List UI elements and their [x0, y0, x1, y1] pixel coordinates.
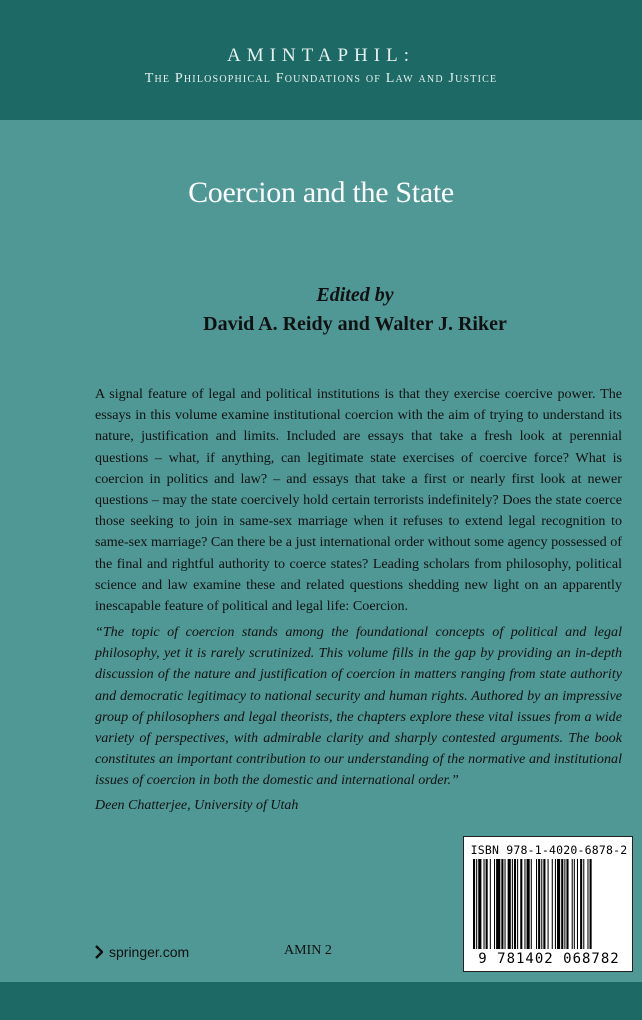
description-paragraph: A signal feature of legal and political institutions is that they exercise coercive power. The essays in this volume examine institutional coercion with the aim of trying to understand its nature, justification and limits. Included are essays that take a fresh look at perennial questions – what, if anything, can legitimate state exercises of coercive force? What is coercion in politics and law? – and essays that take a first or nearly first look at newer questions – may the state coercively hold certain terrorists indefinitely? Does the state coerce those seeking to join in same-sex marriage when it refuses to extend legal recognition to same-sex marriage? Can there be a just international order without some agency possessed of the final and rightful authority to coerce states? Leading scholars from philosophy, political science and law examine these and related questions shedding new light on an apparently inescapable feature of political and legal life: Coercion.: [95, 386, 622, 615]
edited-by-label: Edited by: [316, 284, 394, 306]
barcode-bar: [577, 859, 578, 949]
barcode-bar: [536, 859, 537, 949]
barcode-bar: [590, 859, 592, 949]
barcode-bar: [531, 859, 532, 949]
series-subtitle: The Philosophical Foundations of Law and Justice: [144, 71, 498, 86]
bottom-band: [0, 982, 642, 1020]
barcode-bar: [543, 859, 545, 949]
barcode-bar: [538, 859, 540, 949]
series-title: AMINTAPHIL:: [227, 45, 415, 66]
barcode-bar: [508, 859, 511, 949]
barcode-bar: [514, 859, 516, 949]
publisher-url: springer.com: [109, 944, 190, 960]
barcode-bar: [557, 859, 560, 949]
series-band: [0, 0, 642, 120]
barcode-bar: [484, 859, 485, 949]
publisher-link[interactable]: [95, 941, 189, 963]
barcode-bar: [548, 859, 549, 949]
isbn-barcode: [463, 836, 633, 972]
barcode-bar: [572, 859, 573, 949]
barcode-bar: [486, 859, 488, 949]
barcode-bar: [476, 859, 477, 949]
barcode-bars: [471, 859, 627, 949]
barcode-bar: [490, 859, 491, 949]
barcode-digits: 9 781402 068782: [478, 951, 620, 967]
barcode-bar: [583, 859, 584, 949]
barcode-bar: [512, 859, 513, 949]
barcode-bar: [561, 859, 563, 949]
barcode-bar: [580, 859, 582, 949]
barcode-bar: [478, 859, 481, 949]
barcode-bar: [473, 859, 475, 949]
barcode-bar: [541, 859, 542, 949]
barcode-bar: [587, 859, 588, 949]
barcode-bar: [555, 859, 556, 949]
barcode-bar: [505, 859, 506, 949]
barcode-bar: [520, 859, 522, 949]
endorsement-quote: “The topic of coercion stands among the foundational concepts of political and legal philosophy, yet it is rarely scrutinized. This volume fills in the gap by providing an in-depth discussion of the nature and justification of coercion in matters ranging from state authority and democratic legitimacy to national security and human rights. Authored by an impressive group of philosophers and legal theorists, the chapters explore these vital issues from a wide variety of perspectives, with admirable clarity and sharply contested arguments. The book constitutes an important contribution to our understanding of the normative and institutional issues of coercion in both the domestic and international order.”: [95, 624, 622, 789]
barcode-bar: [524, 859, 525, 949]
series-code: AMIN 2: [284, 943, 332, 958]
barcode-bar: [566, 859, 568, 949]
editors: David A. Reidy and Walter J. Riker: [203, 313, 507, 335]
barcode-bar: [527, 859, 530, 949]
barcode-bar: [496, 859, 500, 949]
barcode-bar: [494, 859, 495, 949]
book-title: Coercion and the State: [188, 176, 454, 209]
quote-attribution: Deen Chatterjee, University of Utah: [95, 798, 299, 813]
chevron-right-icon: [95, 945, 103, 959]
barcode-bar: [574, 859, 575, 949]
barcode-bar: [501, 859, 503, 949]
barcode-bar: [564, 859, 565, 949]
barcode-bar: [517, 859, 518, 949]
barcode-bar: [552, 859, 553, 949]
isbn-label: ISBN 978-1-4020-6878-2: [470, 843, 628, 857]
